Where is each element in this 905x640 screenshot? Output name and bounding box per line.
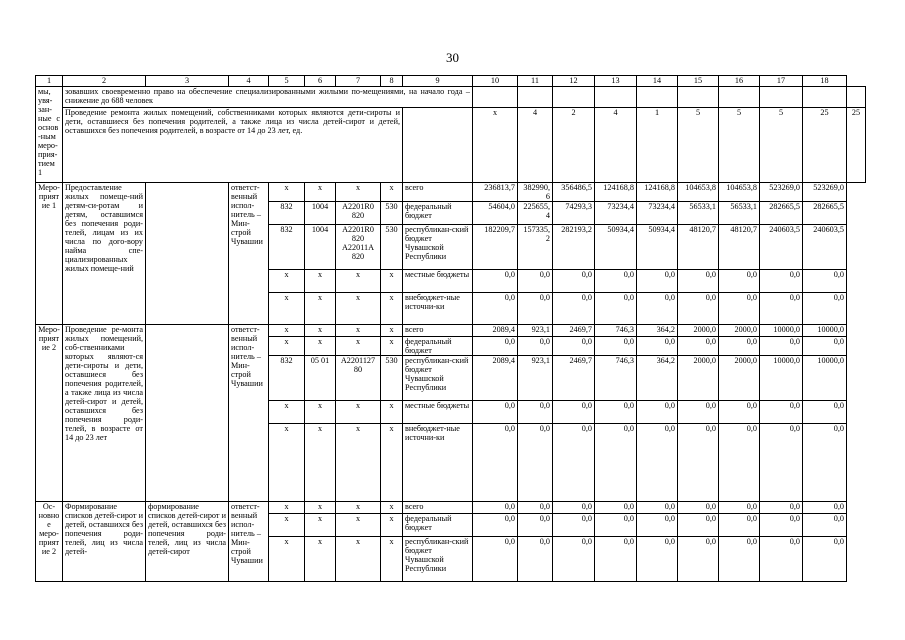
column-number: 8 [381, 76, 403, 87]
grbs-code: 832 [269, 225, 305, 270]
funding-value: 0,0 [518, 537, 553, 582]
funding-value: 2000,0 [719, 356, 760, 401]
grbs-code: x [269, 337, 305, 356]
funding-value: 0,0 [553, 537, 595, 582]
funding-value: 0,0 [473, 502, 518, 514]
target-article: x [336, 424, 381, 502]
funding-value: 0,0 [803, 537, 847, 582]
expense-group: 530 [381, 202, 403, 225]
empty-cell [403, 108, 473, 183]
funding-value: 225655,4 [518, 202, 553, 225]
indicator-value: 25 [847, 108, 866, 183]
funding-value: 282665,5 [803, 202, 847, 225]
funding-source: всего [403, 502, 473, 514]
grbs-code: x [269, 293, 305, 325]
column-number: 9 [403, 76, 473, 87]
header-row [36, 76, 866, 87]
funding-value: 104653,8 [719, 183, 760, 202]
funding-value: 0,0 [518, 502, 553, 514]
funding-value: 0,0 [760, 537, 803, 582]
grbs-code: x [269, 537, 305, 582]
funding-value: 0,0 [678, 514, 719, 537]
funding-value: 0,0 [553, 270, 595, 293]
funding-value: 124168,8 [595, 183, 637, 202]
responsible-executor: ответст-венный испол-нитель – Мин-строй Чувашии [229, 502, 269, 582]
funding-value: 73234,4 [595, 202, 637, 225]
funding-value: 0,0 [553, 337, 595, 356]
funding-source: всего [403, 183, 473, 202]
funding-value: 364,2 [637, 356, 678, 401]
target-article: x [336, 401, 381, 424]
grbs-code: x [269, 514, 305, 537]
funding-value: 0,0 [473, 270, 518, 293]
target-article: x [336, 514, 381, 537]
expense-group: 530 [381, 356, 403, 401]
measure-name: Предоставление жилых помеще-ний детям-си-ротам и детям, оставшимся без попечения роди-телей, лицам из их числа по дого-вору найма спе-циализированных жилых помеще-ний [63, 183, 146, 325]
measure-result: формирование списков детей-сирот и детей, оставшихся без попечения роди-телей, лиц из числа детей-сирот [146, 502, 229, 582]
target-article: А2201R0 820 [336, 202, 381, 225]
funding-value: 0,0 [719, 514, 760, 537]
funding-value: 0,0 [595, 401, 637, 424]
funding-value: 10000,0 [803, 356, 847, 401]
funding-value: 0,0 [803, 270, 847, 293]
funding-value: 0,0 [719, 537, 760, 582]
funding-value: 0,0 [518, 293, 553, 325]
funding-value: 0,0 [760, 514, 803, 537]
empty-cell [637, 87, 678, 108]
target-article: x [336, 537, 381, 582]
grbs-code: 832 [269, 202, 305, 225]
section-code: x [305, 537, 336, 582]
table-row [36, 502, 866, 514]
column-number: 17 [760, 76, 803, 87]
expense-group: x [381, 325, 403, 337]
expense-group: x [381, 183, 403, 202]
funding-value: 0,0 [803, 502, 847, 514]
measure-name: Формирование списков детей-сирот и детей, оставшихся без попечения роди-телей, лиц из числа детей- [63, 502, 146, 582]
funding-value: 240603,5 [803, 225, 847, 270]
grbs-code: x [269, 502, 305, 514]
indicator-text: зовавших своевременно право на обеспечение специализированными жилыми по-мещениями, на начало года – снижение до 688 человек [63, 87, 473, 108]
funding-value: 356486,5 [553, 183, 595, 202]
funding-value: 0,0 [719, 270, 760, 293]
indicator-value: 5 [719, 108, 760, 183]
funding-value: 0,0 [553, 401, 595, 424]
indicator-value: 1 [637, 108, 678, 183]
funding-value: 157335,2 [518, 225, 553, 270]
funding-source: федеральный бюджет [403, 514, 473, 537]
funding-value: 48120,7 [678, 225, 719, 270]
indicator-x: x [473, 108, 518, 183]
funding-value: 0,0 [637, 401, 678, 424]
column-number: 15 [678, 76, 719, 87]
funding-source: внебюджет-ные источни-ки [403, 424, 473, 502]
funding-value: 2089,4 [473, 325, 518, 337]
empty-cell [760, 87, 803, 108]
funding-value: 0,0 [678, 337, 719, 356]
funding-source: федеральный бюджет [403, 337, 473, 356]
target-article: x [336, 502, 381, 514]
row-label: Меро-приятие 1 [36, 183, 63, 325]
funding-value: 923,1 [518, 325, 553, 337]
funding-value: 364,2 [637, 325, 678, 337]
indicator-value: 5 [678, 108, 719, 183]
indicator-value: 2 [553, 108, 595, 183]
column-number: 11 [518, 76, 553, 87]
continuation-row [36, 87, 866, 108]
indicator-text: Проведение ремонта жилых помещений, собственниками которых являются дети-сироты и дети, оставшиеся без попечения родителей, а также лица из числа детей-сирот и детей, оставшихся без попечения родителей, в возрасте от 14 до 23 лет, ед. [63, 108, 403, 183]
section-code: x [305, 293, 336, 325]
funding-value: 0,0 [553, 502, 595, 514]
funding-value: 0,0 [760, 401, 803, 424]
funding-value: 0,0 [803, 401, 847, 424]
funding-value: 73234,4 [637, 202, 678, 225]
section-code: x [305, 424, 336, 502]
grbs-code: x [269, 424, 305, 502]
program-table [35, 75, 866, 582]
funding-value: 0,0 [637, 270, 678, 293]
funding-value: 0,0 [637, 293, 678, 325]
empty-cell [595, 87, 637, 108]
funding-value: 2469,7 [553, 325, 595, 337]
grbs-code: 832 [269, 356, 305, 401]
funding-value: 0,0 [803, 293, 847, 325]
funding-value: 0,0 [595, 514, 637, 537]
funding-value: 0,0 [473, 514, 518, 537]
indicator-row [36, 108, 866, 183]
funding-value: 0,0 [760, 424, 803, 502]
funding-value: 0,0 [678, 424, 719, 502]
column-number: 7 [336, 76, 381, 87]
column-number: 2 [63, 76, 146, 87]
empty-cell [473, 87, 518, 108]
funding-value: 0,0 [637, 424, 678, 502]
funding-source: республикан-ский бюджет Чувашской Республики [403, 537, 473, 582]
page-number: 30 [446, 50, 459, 65]
funding-value: 0,0 [637, 514, 678, 537]
column-number: 3 [146, 76, 229, 87]
column-number: 1 [36, 76, 63, 87]
funding-value: 48120,7 [719, 225, 760, 270]
measure-result [146, 183, 229, 325]
funding-value: 10000,0 [760, 356, 803, 401]
expense-group: x [381, 337, 403, 356]
measure-name: Проведение ре-монта жилых помещений, соб-ственниками которых являют-ся дети-сироты и дети, оставшиеся без попечения родителей, а также лица из числа детей-сирот и детей, оставшихся без попечения роди-телей, в возрасте от 14 до 23 лет [63, 325, 146, 502]
expense-group: x [381, 401, 403, 424]
funding-source: республикан-ский бюджет Чувашской Республики [403, 356, 473, 401]
expense-group: x [381, 424, 403, 502]
funding-value: 0,0 [553, 514, 595, 537]
column-number: 16 [719, 76, 760, 87]
table-row [36, 183, 866, 202]
column-number: 18 [803, 76, 847, 87]
funding-value: 10000,0 [760, 325, 803, 337]
column-number: 10 [473, 76, 518, 87]
target-article: x [336, 183, 381, 202]
funding-value: 0,0 [595, 502, 637, 514]
funding-value: 0,0 [637, 337, 678, 356]
funding-value: 0,0 [760, 502, 803, 514]
section-code: x [305, 337, 336, 356]
expense-group: x [381, 537, 403, 582]
funding-value: 0,0 [678, 401, 719, 424]
funding-value: 0,0 [473, 401, 518, 424]
indicator-value: 25 [803, 108, 847, 183]
column-number: 12 [553, 76, 595, 87]
target-article: x [336, 293, 381, 325]
funding-value: 0,0 [473, 293, 518, 325]
funding-source: местные бюджеты [403, 401, 473, 424]
funding-value: 54604,0 [473, 202, 518, 225]
funding-source: республикан-ский бюджет Чувашской Республики [403, 225, 473, 270]
funding-value: 0,0 [595, 337, 637, 356]
measure-result [146, 325, 229, 502]
funding-value: 0,0 [760, 337, 803, 356]
section-code: x [305, 401, 336, 424]
funding-value: 0,0 [595, 293, 637, 325]
funding-value: 56533,1 [678, 202, 719, 225]
funding-value: 182209,7 [473, 225, 518, 270]
funding-value: 236813,7 [473, 183, 518, 202]
funding-source: федеральный бюджет [403, 202, 473, 225]
funding-value: 282665,5 [760, 202, 803, 225]
empty-cell [518, 87, 553, 108]
funding-value: 0,0 [678, 537, 719, 582]
grbs-code: x [269, 183, 305, 202]
funding-value: 2000,0 [719, 325, 760, 337]
grbs-code: x [269, 270, 305, 293]
indicator-value: 4 [595, 108, 637, 183]
section-code: x [305, 325, 336, 337]
funding-value: 282193,2 [553, 225, 595, 270]
funding-value: 2089,4 [473, 356, 518, 401]
empty-cell [847, 87, 866, 108]
funding-value: 0,0 [803, 424, 847, 502]
funding-value: 56533,1 [719, 202, 760, 225]
funding-value: 0,0 [518, 424, 553, 502]
funding-source: местные бюджеты [403, 270, 473, 293]
funding-value: 0,0 [595, 270, 637, 293]
funding-value: 382990,6 [518, 183, 553, 202]
row-label: Меро-приятие 2 [36, 325, 63, 502]
indicator-value: 5 [760, 108, 803, 183]
funding-value: 2469,7 [553, 356, 595, 401]
funding-value: 0,0 [760, 293, 803, 325]
funding-value: 0,0 [678, 270, 719, 293]
responsible-executor: ответст-венный испол-нитель – Мин-строй Чувашии [229, 325, 269, 502]
grbs-code: x [269, 325, 305, 337]
funding-value: 746,3 [595, 356, 637, 401]
indicator-value: 4 [518, 108, 553, 183]
section-code: x [305, 183, 336, 202]
funding-source: внебюджет-ные источни-ки [403, 293, 473, 325]
funding-value: 0,0 [637, 502, 678, 514]
funding-value: 523269,0 [803, 183, 847, 202]
target-article: А2201R0 820 А22011А 820 [336, 225, 381, 270]
empty-cell [803, 87, 847, 108]
section-code: 05 01 [305, 356, 336, 401]
expense-group: x [381, 502, 403, 514]
expense-group: x [381, 270, 403, 293]
section-code: x [305, 270, 336, 293]
funding-value: 523269,0 [760, 183, 803, 202]
funding-value: 0,0 [518, 514, 553, 537]
funding-value: 0,0 [719, 502, 760, 514]
funding-value: 0,0 [518, 270, 553, 293]
funding-value: 124168,8 [637, 183, 678, 202]
empty-cell [553, 87, 595, 108]
funding-value: 923,1 [518, 356, 553, 401]
funding-value: 0,0 [719, 293, 760, 325]
funding-value: 746,3 [595, 325, 637, 337]
target-article: А2201127 80 [336, 356, 381, 401]
expense-group: 530 [381, 225, 403, 270]
grbs-code: x [269, 401, 305, 424]
funding-value: 50934,4 [595, 225, 637, 270]
funding-value: 0,0 [637, 537, 678, 582]
empty-cell [719, 87, 760, 108]
funding-value: 0,0 [719, 424, 760, 502]
funding-value: 0,0 [553, 424, 595, 502]
column-number: 4 [229, 76, 269, 87]
expense-group: x [381, 293, 403, 325]
funding-value: 0,0 [473, 424, 518, 502]
funding-value: 10000,0 [803, 325, 847, 337]
funding-value: 0,0 [803, 337, 847, 356]
funding-value: 74293,3 [553, 202, 595, 225]
funding-value: 2000,0 [678, 356, 719, 401]
row-label: Ос-новное меро-приятие 2 [36, 502, 63, 582]
table-row [36, 325, 866, 337]
funding-value: 0,0 [719, 337, 760, 356]
funding-value: 0,0 [678, 293, 719, 325]
funding-value: 2000,0 [678, 325, 719, 337]
funding-value: 0,0 [760, 270, 803, 293]
responsible-executor: ответст-венный испол-нитель – Мин-строй Чувашии [229, 183, 269, 325]
funding-value: 0,0 [473, 537, 518, 582]
column-number: 5 [269, 76, 305, 87]
funding-value: 0,0 [678, 502, 719, 514]
funding-value: 0,0 [518, 401, 553, 424]
funding-value: 104653,8 [678, 183, 719, 202]
target-article: x [336, 270, 381, 293]
target-article: x [336, 325, 381, 337]
section-code: x [305, 502, 336, 514]
expense-group: x [381, 514, 403, 537]
column-number: 14 [637, 76, 678, 87]
column-number: 13 [595, 76, 637, 87]
funding-source: всего [403, 325, 473, 337]
funding-value: 0,0 [719, 401, 760, 424]
funding-value: 0,0 [473, 337, 518, 356]
funding-value: 240603,5 [760, 225, 803, 270]
section-code: 1004 [305, 225, 336, 270]
section-code: 1004 [305, 202, 336, 225]
funding-value: 0,0 [518, 337, 553, 356]
empty-cell [678, 87, 719, 108]
section-code: x [305, 514, 336, 537]
funding-value: 0,0 [595, 424, 637, 502]
target-article: x [336, 337, 381, 356]
funding-value: 0,0 [553, 293, 595, 325]
funding-value: 0,0 [595, 537, 637, 582]
funding-value: 50934,4 [637, 225, 678, 270]
funding-value: 0,0 [803, 514, 847, 537]
column-number: 6 [305, 76, 336, 87]
row-label: мы, увя-зан-ные с основ-ным меро-прия-тием 1 [36, 87, 63, 183]
